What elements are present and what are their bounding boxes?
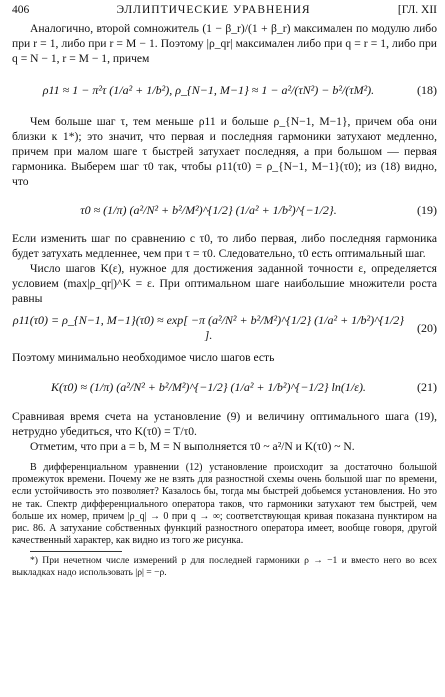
paragraph: Отметим, что при a = b, M = N выполняется τ0 ~ a²/N и K(τ0) ~ N. (30, 440, 355, 453)
paragraph: Сравнивая время счета на установление (9) и величину оптимального шага (19), нетрудно убедиться, что K(τ0) = T/τ0. (12, 410, 437, 438)
equation-number: (19) (417, 202, 437, 217)
footnote-text: *) При нечетном числе измерений p для последней гармоники ρ → −1 и вместо него во всех выкладках надо использовать |ρ| = −ρ. (12, 555, 437, 579)
equation-19 (12, 194, 437, 226)
page-header (12, 4, 437, 21)
footnote-divider (30, 551, 122, 552)
paragraph: Поэтому минимально необходимое число шагов есть (12, 351, 275, 364)
equation-18 (12, 71, 437, 109)
equation-body: τ0 ≈ (1/π) (a²/N² + b²/M²)^{1/2} (1/a² + 1/b²)^{−1/2}. (80, 202, 337, 217)
footnote (12, 555, 437, 579)
paragraph: Чем больше шаг τ, тем меньше ρ11 и больше ρ_{N−1, M−1}, причем оба они близки к 1*); это значит, что первая и последняя гармоники затухают медленно, причем при малом шаге τ быстрей затухает последняя, а при большом — первая гармоника. Выберем шаг τ0 так, чтобы ρ11(τ0) = ρ_{N−1, M−1}(τ0); из (18) видно, что (12, 115, 437, 188)
small-print-text: В дифференциальном уравнении (12) установление происходит за достаточно большой промежуток времени. Почему же не взять для разностной схемы очень большой шаг по времени, если устойчивость это позволяет? Казалось бы, тогда мы быстрей добьемся установления. Но это не так. Спектр дифференциального оператора таков, что гармоники затухают тем быстрей, чем больше их номер, причем |ρ_q| → 0 при q → ∞; соответствующая кривая показана пунктиром на рис. 86. А затухание собственных функций разностного оператора имеет, вообще говоря, другой качественный характер, как видно из того же рисунка. (12, 462, 437, 547)
equation-20 (12, 311, 437, 345)
paragraph: Число шагов K(ε), нужное для достижения заданной точности ε, определяется условием (max|ρ_qr|)^K = ε. При оптимальном шаге наибольшие множители роста равны (12, 262, 437, 305)
equation-number: (18) (417, 82, 437, 97)
equation-body: K(τ0) ≈ (1/π) (a²/N² + b²/M²)^{−1/2} (1/a² + 1/b²)^{−1/2} ln(1/ε). (51, 379, 366, 394)
paragraph: Аналогично, второй сомножитель (1 − β_r)/(1 + β_r) максимален по модулю либо при r = 1, либо при r = M − 1. Поэтому |ρ_qr| максимален либо при q = r = 1, либо при q = N − 1, r = M − 1, причем (12, 22, 437, 65)
paragraph: Если изменить шаг по сравнению с τ0, то либо первая, либо последняя гармоника будет затухать медленнее, чем при τ = τ0. Следовательно, τ0 есть оптимальный шаг. (12, 232, 437, 260)
page-number: 406 (12, 4, 30, 16)
chapter-label: [ГЛ. XII (397, 4, 437, 16)
equation-body: ρ11(τ0) = ρ_{N−1, M−1}(τ0) ≈ exp[ −π (a²/N² + b²/M²)^{1/2} (1/a² + 1/b²)^{1/2} ]. (12, 313, 405, 342)
running-title: ЭЛЛИПТИЧЕСКИЕ УРАВНЕНИЯ (116, 4, 311, 16)
equation-body: ρ11 ≈ 1 − π²τ (1/a² + 1/b²), ρ_{N−1, M−1} ≈ 1 − a²/(τN²) − b²/(τM²). (42, 82, 375, 97)
small-print-block (12, 462, 437, 547)
equation-number: (21) (417, 379, 437, 394)
equation-number: (20) (417, 320, 437, 335)
equation-21 (12, 370, 437, 404)
